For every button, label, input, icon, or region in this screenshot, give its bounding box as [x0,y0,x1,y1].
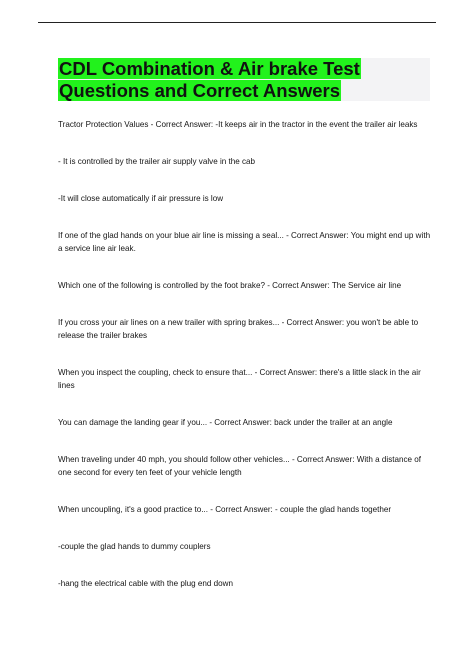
document-title [58,58,430,101]
qa-paragraph-10: When uncoupling, it's a good practice to... - Correct Answer: - couple the glad hands together [58,505,392,514]
qa-paragraph-1: Tractor Protection Values - Correct Answer: -It keeps air in the tractor in the event the trailer air leaks [58,120,418,129]
qa-paragraph-12: -hang the electrical cable with the plug end down [58,579,234,588]
top-divider [38,22,436,23]
qa-paragraph-9: When traveling under 40 mph, you should follow other vehicles... - Correct Answer: With a distance of one second for every ten feet of your vehicle length [58,455,422,477]
qa-paragraph-6: If you cross your air lines on a new trailer with spring brakes... - Correct Answer: you won't be able to release the trailer brakes [58,318,419,340]
document-body [58,118,432,590]
qa-paragraph-8: You can damage the landing gear if you... - Correct Answer: back under the trailer at an angle [58,418,393,427]
qa-paragraph-7: When you inspect the coupling, check to ensure that... - Correct Answer: there's a little slack in the air lines [58,368,421,390]
title-line-2: Questions and Correct Answers [59,80,340,101]
qa-paragraph-3: -It will close automatically if air pressure is low [58,194,224,203]
qa-paragraph-2: - It is controlled by the trailer air supply valve in the cab [58,157,256,166]
qa-paragraph-4: If one of the glad hands on your blue air line is missing a seal... - Correct Answer: You might end up with a service line air leak. [58,231,431,253]
qa-paragraph-11: -couple the glad hands to dummy couplers [58,542,211,551]
title-line-1: CDL Combination & Air brake Test [59,58,360,79]
qa-paragraph-5: Which one of the following is controlled by the foot brake? - Correct Answer: The Service air line [58,281,402,290]
